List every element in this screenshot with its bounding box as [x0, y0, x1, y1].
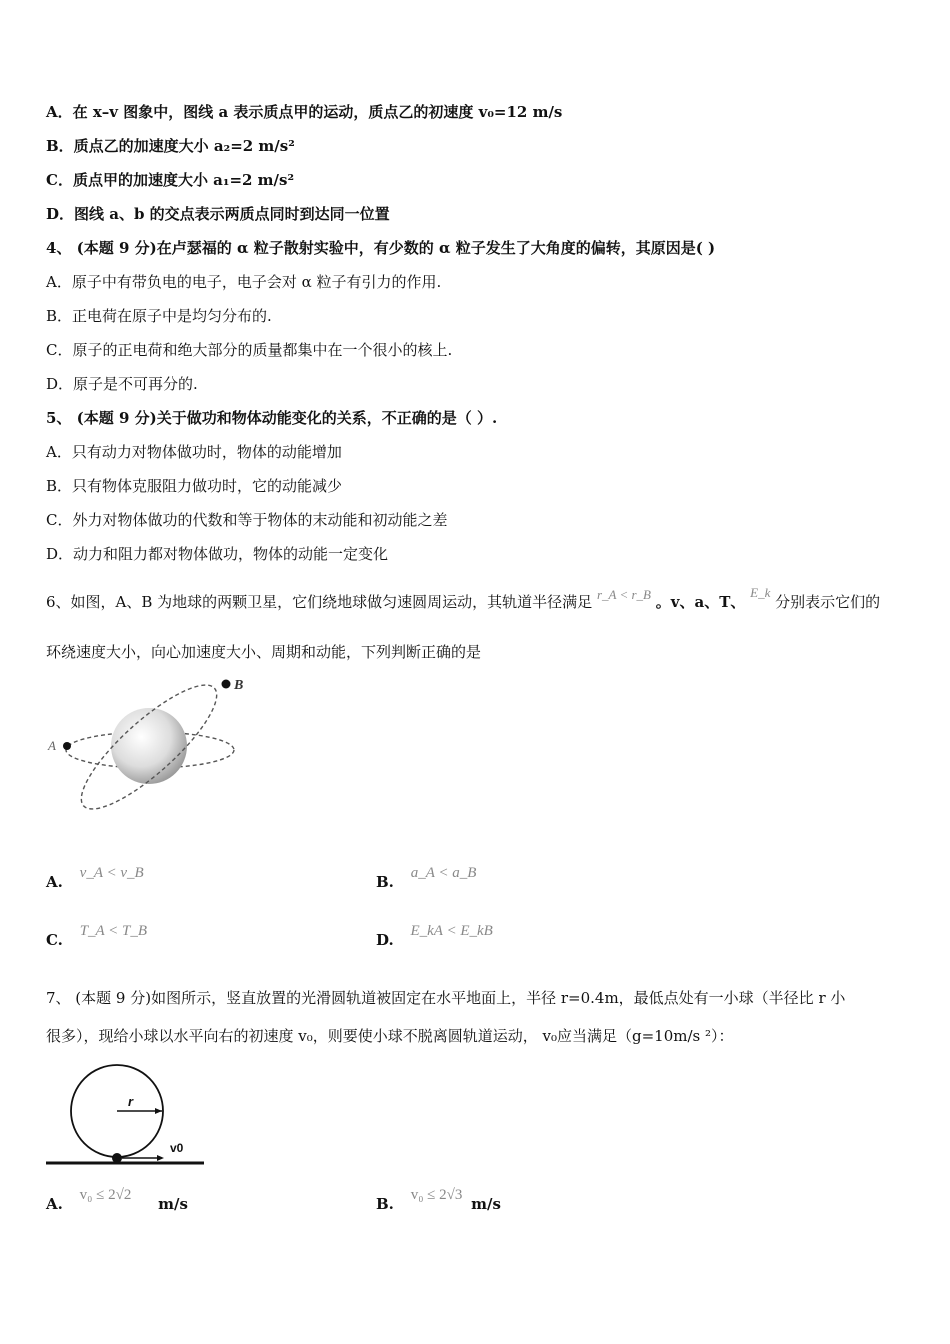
circular-track-figure: [44, 1064, 208, 1172]
q7-option-a-unit: m/s: [158, 1195, 188, 1213]
q7-option-a-label: A.: [46, 1195, 63, 1213]
q4-option-b: B．正电荷在原子中是均匀分布的.: [46, 307, 272, 325]
velocity-label: v0: [170, 1141, 184, 1155]
q6-stem-part3: 分别表示它们的: [775, 593, 881, 611]
q7-option-a: [46, 1187, 188, 1215]
q6-stem-line1: [46, 585, 881, 613]
q3-option-c: C．质点甲的加速度大小 a₁=2 m/s²: [46, 171, 295, 189]
satellite-orbit-figure: [44, 672, 244, 832]
q5-option-a: A．只有动力对物体做功时，物体的动能增加: [46, 443, 342, 461]
q6-option-c-expr: T_A < T_B: [79, 923, 148, 939]
q6-option-c-label: C.: [46, 931, 63, 949]
satellite-a: [63, 742, 71, 750]
q3-option-d: D．图线 a、b 的交点表示两质点同时到达同一位置: [46, 205, 390, 223]
q5-option-b: B．只有物体克服阻力做功时，它的动能减少: [46, 477, 343, 495]
q6-kinetic-energy-symbol: E_k: [750, 585, 771, 600]
q7-option-b: [376, 1187, 501, 1215]
label-a: A: [48, 738, 56, 753]
ball: [112, 1153, 122, 1163]
radius-label: r: [128, 1094, 134, 1109]
q7-stem-line1: 7、 (本题 9 分)如图所示，竖直放置的光滑圆轨道被固定在水平地面上，半径 r=0.4m，最低点处有一小球（半径比 r 小: [46, 989, 846, 1007]
q6-option-a: [46, 865, 144, 893]
q6-radius-relation: r_A < r_B: [596, 587, 651, 602]
q3-option-b: B．质点乙的加速度大小 a₂=2 m/s²: [46, 137, 295, 155]
q6-stem-line2: 环绕速度大小，向心加速度大小、周期和动能，下列判断正确的是: [46, 643, 482, 661]
q6-option-c: [46, 923, 148, 951]
q6-option-d-expr: E_kA < E_kB: [410, 923, 493, 939]
q6-option-d-label: D.: [376, 931, 394, 949]
q7-option-b-label: B.: [376, 1195, 394, 1213]
q7-option-b-expr: v₀ ≤ 2√3: [410, 1187, 463, 1203]
q6-option-a-expr: v_A < v_B: [79, 865, 144, 881]
q4-option-d: D．原子是不可再分的.: [46, 375, 198, 393]
satellite-b: [222, 680, 231, 689]
q6-stem-part1: 6、如图，A、B 为地球的两颗卫星，它们绕地球做匀速圆周运动，其轨道半径满足: [46, 593, 593, 611]
q6-option-d: [376, 923, 493, 951]
q4-option-a: A．原子中有带负电的电子，电子会对 α 粒子有引力的作用.: [46, 273, 442, 291]
q6-stem-part2: 。v、a、T、: [655, 593, 746, 611]
label-b: B: [234, 678, 244, 693]
q5-option-d: D．动力和阻力都对物体做功，物体的动能一定变化: [46, 545, 389, 563]
q6-option-b: [376, 865, 477, 893]
q6-option-b-label: B.: [376, 873, 394, 891]
q5-option-c: C．外力对物体做功的代数和等于物体的末动能和初动能之差: [46, 511, 448, 529]
q3-option-a: A．在 x–v 图象中，图线 a 表示质点甲的运动，质点乙的初速度 v₀=12 m/s: [46, 103, 563, 121]
q7-stem-line2: 很多），现给小球以水平向右的初速度 v₀，则要使小球不脱离圆轨道运动， v₀应当满足（g=10m/s ²）：: [46, 1027, 734, 1045]
velocity-arrowhead: [157, 1155, 164, 1161]
earth: [111, 708, 187, 784]
q5-stem: 5、 (本题 9 分)关于做功和物体动能变化的关系，不正确的是（ ）.: [46, 409, 498, 427]
q4-option-c: C．原子的正电荷和绝大部分的质量都集中在一个很小的核上.: [46, 341, 453, 359]
q4-stem: 4、 (本题 9 分)在卢瑟福的 α 粒子散射实验中，有少数的 α 粒子发生了大角度的偏转，其原因是( ): [46, 239, 716, 257]
q7-option-a-expr: v₀ ≤ 2√2: [79, 1187, 132, 1203]
q7-option-b-unit: m/s: [471, 1195, 501, 1213]
q6-option-a-label: A.: [46, 873, 63, 891]
q6-option-b-expr: a_A < a_B: [410, 865, 477, 881]
radius-arrowhead: [155, 1108, 162, 1114]
